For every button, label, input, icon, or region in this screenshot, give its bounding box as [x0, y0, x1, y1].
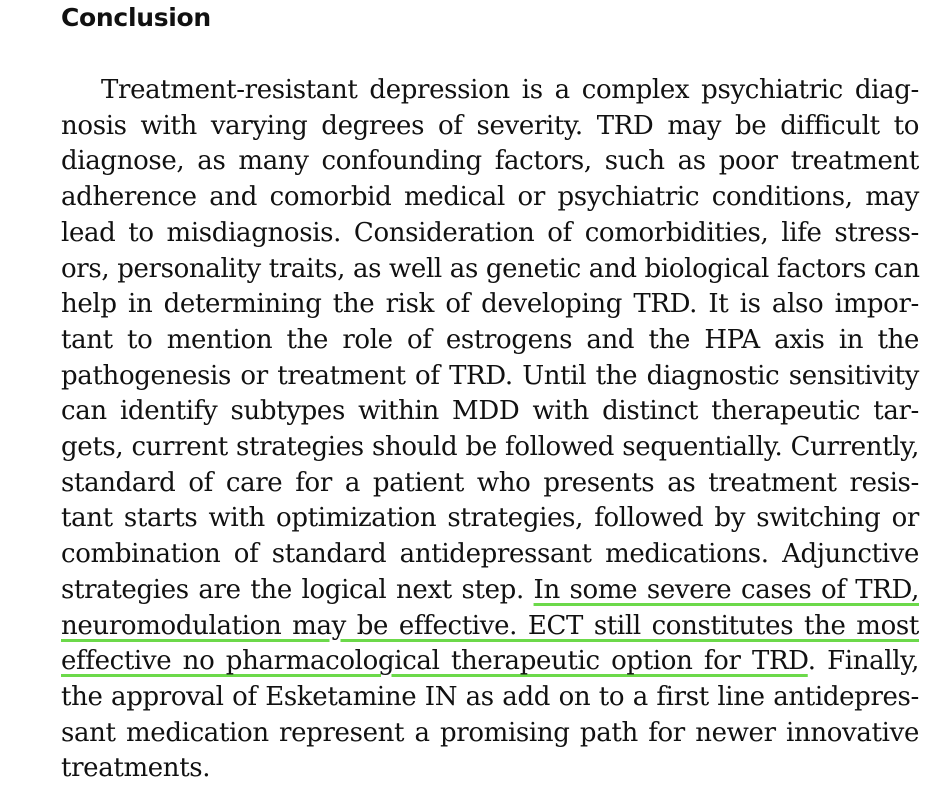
paragraph-line: Treatment-resistant depression is a complex psychiatric diag- — [101, 75, 919, 105]
paragraph-line: help in determining the risk of developing TRD. It is also impor- — [61, 289, 919, 320]
paragraph-line: lead to misdiagnosis. Consideration of comorbidities, life stress- — [61, 217, 919, 248]
paragraph-line — [61, 644, 919, 680]
paragraph-line: the approval of Esketamine IN as add on to a first line antidepres- — [61, 681, 919, 712]
plain-text: . Finally, — [807, 646, 920, 677]
paragraph-line — [61, 609, 919, 645]
paragraph-line: standard of care for a patient who presents as treatment resis- — [61, 467, 919, 498]
plain-text: strategies are the logical next step. — [61, 574, 534, 605]
paragraph-line: gets, current strategies should be followed sequentially. Currently, — [61, 432, 919, 463]
paragraph-line — [61, 573, 919, 609]
paragraph-line: combination of standard antidepressant medications. Adjunctive — [61, 539, 919, 570]
paragraph-line: can identify subtypes within MDD with distinct therapeutic tar- — [61, 396, 919, 427]
paragraph-line: adherence and comorbid medical or psychiatric conditions, may — [61, 182, 919, 213]
document-page — [61, 0, 919, 787]
paragraph-line: tant starts with optimization strategies, followed by switching or — [61, 503, 919, 534]
conclusion-paragraph — [61, 73, 919, 787]
highlighted-text: effective no pharmacological therapeutic option for TRD — [61, 646, 808, 677]
paragraph-line: sant medication represent a promising path for newer innovative — [61, 717, 919, 748]
paragraph-line: pathogenesis or treatment of TRD. Until the diagnostic sensitivity — [61, 360, 919, 391]
highlighted-text: neuromodulation may be effective. ECT still constitutes the most — [61, 610, 919, 641]
section-heading: Conclusion — [61, 3, 211, 32]
highlighted-text: In some severe cases of TRD, — [533, 574, 919, 605]
paragraph-line: nosis with varying degrees of severity. TRD may be difficult to — [61, 110, 919, 141]
paragraph-line: tant to mention the role of estrogens and the HPA axis in the — [61, 324, 919, 355]
paragraph-line: ors, personality traits, as well as genetic and biological factors can — [61, 253, 920, 284]
paragraph-line: diagnose, as many confounding factors, such as poor treatment — [61, 146, 919, 177]
paragraph-line: treatments. — [61, 753, 211, 784]
